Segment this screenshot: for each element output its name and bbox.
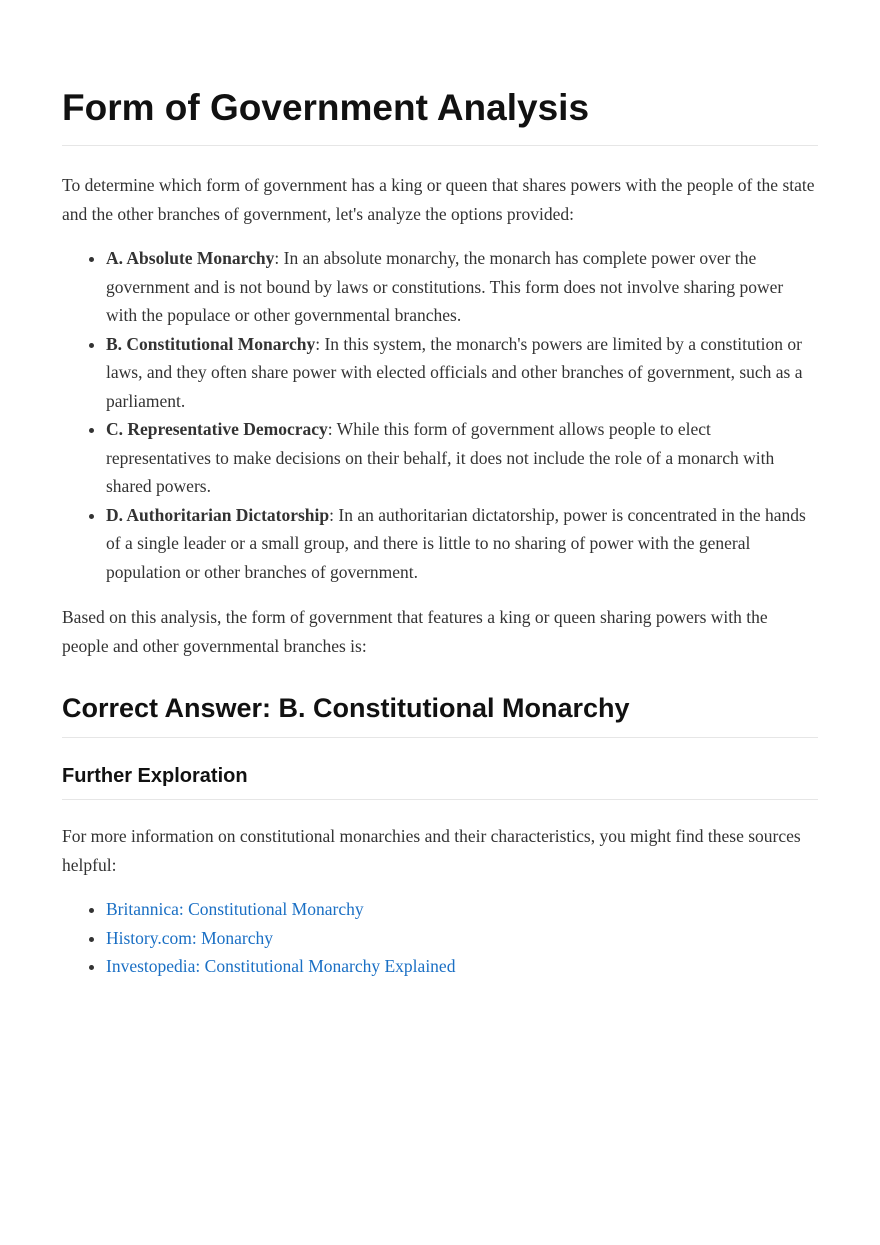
- option-b-text: : In this system, the monarch's powers are limited by a constitution or laws, and they often share power with elected officials and other branches of government, such as a parliament.: [106, 333, 803, 411]
- option-c-label: C. Representative Democracy: [106, 419, 328, 439]
- source-item-history: [106, 924, 818, 953]
- more-info-paragraph: For more information on constitutional monarchies and their characteristics, you might find these sources helpful:: [62, 826, 801, 875]
- document-page: [62, 0, 818, 981]
- option-a-text: : In an absolute monarchy, the monarch has complete power over the government and is not bound by laws or constitutions. This form does not involve sharing power with the populace or other governmental branches.: [106, 248, 784, 325]
- sources-list: [62, 895, 818, 981]
- option-d-label: D. Authoritarian Dictatorship: [106, 504, 330, 525]
- history-link[interactable]: History.com: Monarchy: [106, 927, 274, 948]
- option-b-label: B. Constitutional Monarchy: [106, 333, 316, 354]
- investopedia-link[interactable]: Investopedia: Constitutional Monarchy Explained: [106, 956, 456, 976]
- page-title: Form of Government Analysis: [62, 86, 818, 146]
- answer-heading: Correct Answer: B. Constitutional Monarchy: [62, 691, 818, 738]
- option-a-label: A. Absolute Monarchy: [106, 248, 275, 268]
- intro-paragraph: To determine which form of government has a king or queen that shares powers with the people of the state and the other branches of government, let's analyze the options provided:: [62, 175, 815, 224]
- option-a-item: [106, 244, 818, 330]
- further-exploration-heading: Further Exploration: [62, 763, 818, 800]
- source-item-investopedia: [106, 952, 818, 981]
- britannica-link[interactable]: Britannica: Constitutional Monarchy: [106, 899, 364, 919]
- options-list: [62, 244, 818, 586]
- option-d-item: [106, 501, 818, 587]
- option-c-item: [106, 415, 818, 501]
- conclusion-paragraph: Based on this analysis, the form of government that features a king or queen sharing powers with the people and other governmental branches is:: [62, 607, 768, 656]
- option-c-text: : While this form of government allows people to elect representatives to make decisions on their behalf, it does not include the role of a monarch with shared powers.: [106, 419, 775, 496]
- source-item-britannica: [106, 895, 818, 924]
- option-b-item: [106, 330, 818, 416]
- option-d-text: : In an authoritarian dictatorship, power is concentrated in the hands of a single leader or a small group, and there is little to no sharing of power with the general population or other branches of government.: [106, 504, 806, 582]
